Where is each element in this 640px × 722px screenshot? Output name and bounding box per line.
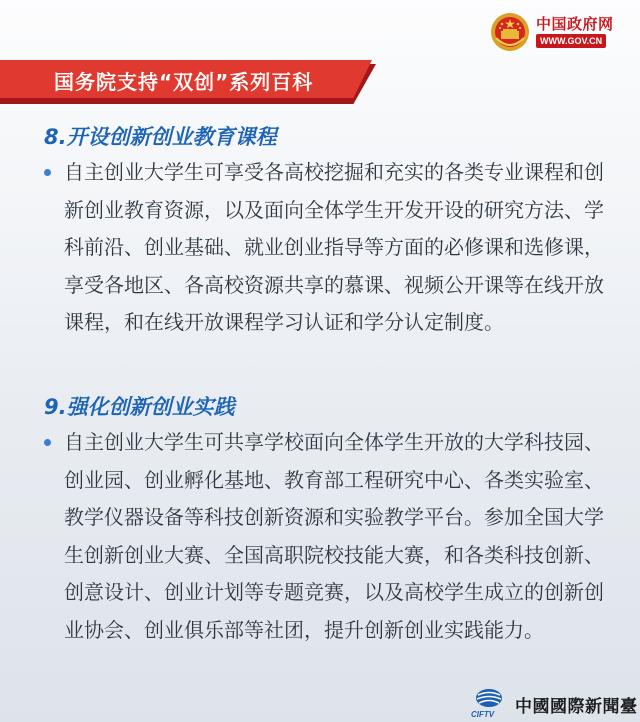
section-heading-8: 8.开设创新创业教育课程 (44, 125, 277, 149)
footer-brand-name: 中國國際新聞臺 (515, 697, 638, 717)
national-emblem-icon (490, 12, 530, 52)
footer-brand[interactable] (465, 688, 640, 722)
series-banner (0, 60, 382, 102)
site-brand[interactable] (486, 10, 636, 54)
bullet-dot (44, 169, 51, 176)
brand-name: 中国政府网 (536, 15, 614, 33)
brand-url: WWW.GOV.CN (536, 34, 606, 48)
banner-title: 国务院支持“双创”系列百科 (54, 70, 314, 94)
footer-logo-text: CIFTV (471, 710, 495, 719)
section-heading-9: 9.强化创新创业实践 (44, 395, 235, 419)
section-text-9: 自主创业大学生可共享学校面向全体学生开放的大学科技园、创业园、创业孵化基地、教育部工程研究中心、各类实验室、教学仪器设备等科技创新资源和实验教学平台。参加全国大学生创新创业大赛、全国高职院校技能大赛，和各类科技创新、创意设计、创业计划等专题竞赛，以及高校学生成立的创新创业协会、创业俱乐部等社团，提升创新创业实践能力。 (64, 430, 604, 642)
bullet-dot (44, 439, 51, 446)
section-text-8: 自主创业大学生可享受各高校挖掘和充实的各类专业课程和创新创业教育资源，以及面向全体学生开发开设的研究方法、学科前沿、创业基础、就业创业指导等方面的必修课和选修课，享受各地区、各高校资源共享的慕课、视频公开课等在线开放课程，和在线开放课程学习认证和学分认定制度。 (64, 160, 604, 334)
